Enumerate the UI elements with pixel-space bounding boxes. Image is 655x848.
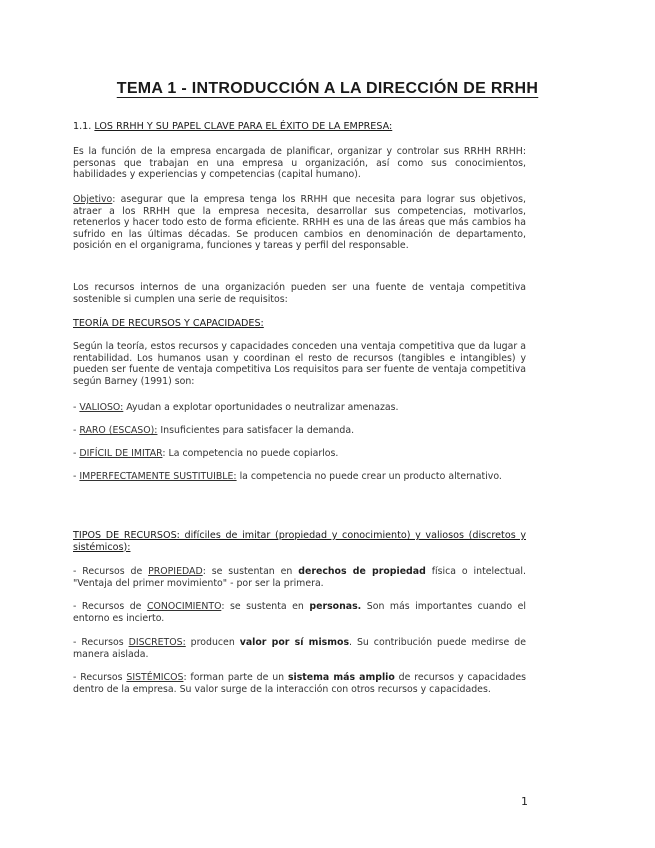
list-item-sistemicos: - Recursos SISTÉMICOS: forman parte de un sistema más amplio de recursos y capacidades dentro de la empresa. Su valor surge de la interacción con otros recursos y capacidades. (73, 672, 526, 695)
objetivo-label: Objetivo (73, 194, 113, 205)
paragraph-teoria: Según la teoría, estos recursos y capacidades conceden una ventaja competitiva que da lugar a rentabilidad. Los humanos usan y coordinan el resto de recursos (tangibles e intangibles) y pueden ser fuente de ventaja competitiva Los requisitos para ser fuente de ventaja competitiva según Barney (1991) son: (73, 341, 526, 387)
list-item-raro: - RARO (ESCASO): Insuficientes para satisfacer la demanda. (73, 425, 355, 436)
section-heading-tipos: TIPOS DE RECURSOS: difíciles de imitar (propiedad y conocimiento) y valiosos (discretos y sistémicos): (73, 530, 526, 553)
section-heading-teoria: TEORÍA DE RECURSOS Y CAPACIDADES: (73, 318, 264, 329)
paragraph-funcion: Es la función de la empresa encargada de planificar, organizar y controlar sus RRHH RRHH: personas que trabajan en una empresa u organización, así como sus conocimientos, habilidades y experiencias y competencias (capital humano). (73, 146, 526, 181)
page-number: 1 (521, 795, 528, 808)
list-item-conocimiento: - Recursos de CONOCIMIENTO: se sustenta en personas. Son más importantes cuando el entorno es incierto. (73, 601, 526, 624)
section-heading-1-1: 1.1. LOS RRHH Y SU PAPEL CLAVE PARA EL ÉXITO DE LA EMPRESA: (73, 121, 393, 132)
paragraph-objetivo: Objetivo: asegurar que la empresa tenga los RRHH que necesita para lograr sus objetivos, atraer a los RRHH que la empresa necesita, desarrollar sus competencias, motivarlos, retenerlos y hacer todo esto de forma eficiente. RRHH es una de las áreas que más cambios ha sufrido en las últimas décadas. Se producen cambios en denominación de departamento, posición en el organigrama, funciones y tareas y perfil del responsable. (73, 194, 526, 252)
list-item-dificil-imitar: - DIFÍCIL DE IMITAR: La competencia no puede copiarlos. (73, 448, 339, 459)
list-item-discretos: - Recursos DISCRETOS: producen valor por sí mismos. Su contribución puede medirse de manera aislada. (73, 637, 526, 660)
page-title: TEMA 1 - INTRODUCCIÓN A LA DIRECCIÓN DE RRHH (116, 80, 539, 97)
list-item-propiedad: - Recursos de PROPIEDAD: se sustentan en derechos de propiedad física o intelectual. "Ventaja del primer movimiento" - por ser la primera. (73, 566, 526, 589)
paragraph-recursos-internos: Los recursos internos de una organización pueden ser una fuente de ventaja competitiva sostenible si cumplen una serie de requisitos: (73, 282, 526, 305)
list-item-imperfectamente-sustituible: - IMPERFECTAMENTE SUSTITUIBLE: la competencia no puede crear un producto alternativo. (73, 471, 502, 482)
list-item-valioso: - VALIOSO: Ayudan a explotar oportunidades o neutralizar amenazas. (73, 402, 399, 413)
